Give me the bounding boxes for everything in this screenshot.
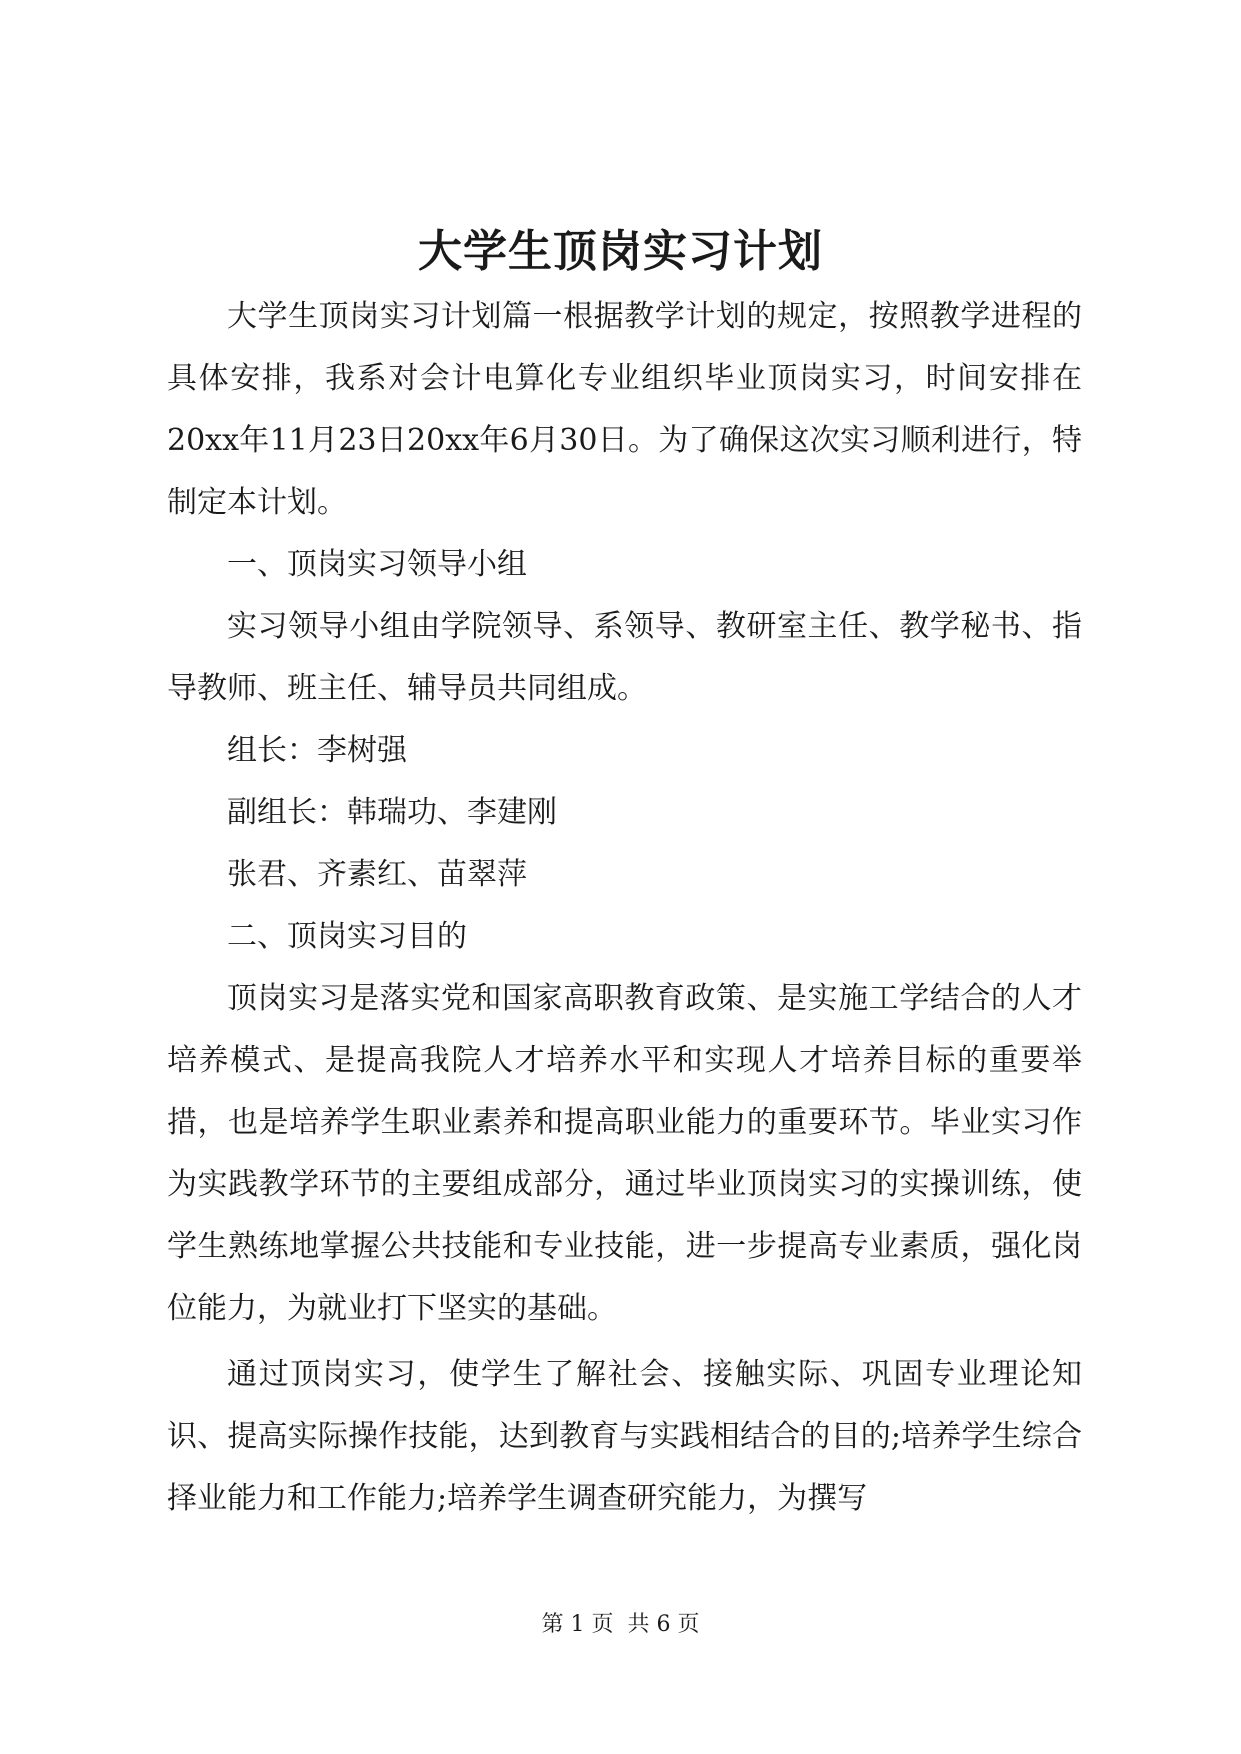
paragraph-intro: 大学生顶岗实习计划篇一根据教学计划的规定，按照教学进程的具体安排，我系对会计电算化专业组织毕业顶岗实习，时间安排在20xx年11月23日20xx年6月30日。为了确保这次实习顺利进行，特制定本计划。 xyxy=(167,299,1082,520)
section-heading-leadership: 一、顶岗实习领导小组 xyxy=(227,547,527,582)
section-heading-purpose: 二、顶岗实习目的 xyxy=(227,919,467,954)
paragraph-members: 张君、齐素红、苗翠萍 xyxy=(227,857,527,892)
page-footer xyxy=(0,1610,1241,1640)
document-title: 大学生顶岗实习计划 xyxy=(418,226,823,277)
page-number: 第 1 页 xyxy=(541,1612,614,1637)
paragraph-leader: 组长：李树强 xyxy=(227,733,407,768)
paragraph-leadership: 实习领导小组由学院领导、系领导、教研室主任、教学秘书、指导教师、班主任、辅导员共同组成。 xyxy=(167,609,1082,706)
paragraph-deputy-leader: 副组长：韩瑞功、李建刚 xyxy=(227,795,557,830)
page-total: 共 6 页 xyxy=(627,1612,700,1637)
paragraph-goals: 通过顶岗实习，使学生了解社会、接触实际、巩固专业理论知识、提高实际操作技能，达到教育与实践相结合的目的;培养学生综合择业能力和工作能力;培养学生调查研究能力，为撰写 xyxy=(167,1357,1082,1516)
document-body xyxy=(167,286,1082,1530)
paragraph-purpose: 顶岗实习是落实党和国家高职教育政策、是实施工学结合的人才培养模式、是提高我院人才培养水平和实现人才培养目标的重要举措，也是培养学生职业素养和提高职业能力的重要环节。毕业实习作为实践教学环节的主要组成部分，通过毕业顶岗实习的实操训练，使学生熟练地掌握公共技能和专业技能，进一步提高专业素质，强化岗位能力，为就业打下坚实的基础。 xyxy=(167,981,1082,1326)
